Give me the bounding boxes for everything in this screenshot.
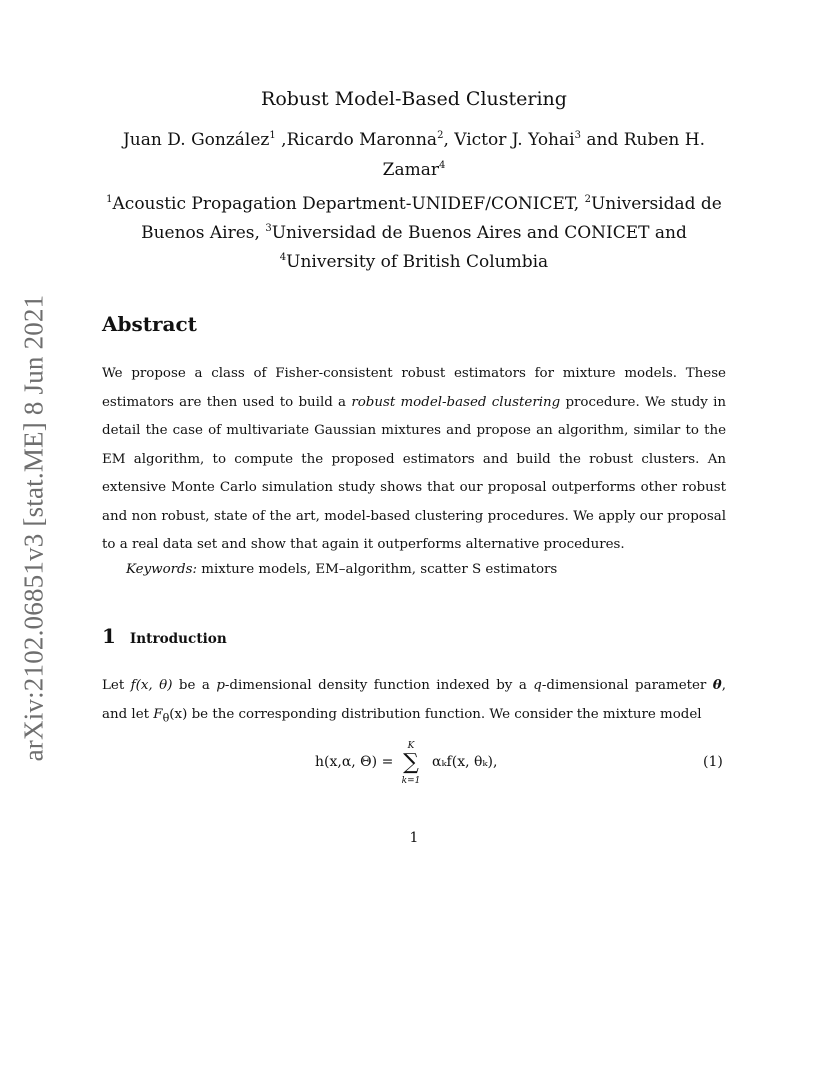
equation-rhs: αₖf(x, θₖ), [432, 754, 498, 770]
keywords-line [126, 560, 557, 580]
intro-text: -dimensional parameter [541, 678, 713, 693]
abstract-text: We propose a class of Fisher-consistent robust estimators for mixture models. These estimators are then used to build a [102, 366, 726, 410]
keywords-list: mixture models, EM–algorithm, scatter S estimators [197, 562, 558, 577]
sum-lower-limit: k=1 [401, 776, 421, 786]
affiliation-2: Universidad de Buenos Aires, [141, 194, 722, 243]
page-number: 1 [409, 830, 419, 846]
affil-mark: 3 [265, 223, 272, 234]
affil-mark: 4 [279, 252, 287, 263]
math-density: f(x, θ) [130, 678, 173, 693]
author-affil-mark: 4 [438, 160, 446, 171]
equation-number: (1) [703, 754, 723, 770]
math-F-arg: (x) [169, 706, 188, 722]
affil-mark: 2 [584, 194, 591, 205]
sigma-icon: ∑ [403, 750, 419, 775]
affiliation-4: University of British Columbia [286, 252, 549, 272]
math-theta: θ [712, 677, 722, 693]
author-affil-mark: 1 [269, 130, 276, 141]
equation-lhs: h(x,α, Θ) = [315, 754, 394, 770]
affiliation-1: Acoustic Propagation Department-UNIDEF/CONICET, [112, 194, 585, 214]
summation-symbol [396, 740, 426, 788]
intro-paragraph [102, 671, 726, 733]
affil-mark: 1 [106, 194, 113, 205]
paper-title: Robust Model-Based Clustering [261, 88, 567, 110]
intro-text: -dimensional density function indexed by a [224, 678, 534, 693]
equation-1 [0, 741, 828, 796]
abstract-heading: Abstract [102, 312, 197, 336]
affiliation-3: Universidad de Buenos Aires and CONICET and [271, 223, 687, 243]
author-yohai: , Victor J. Yohai [443, 130, 575, 150]
section-number: 1 [102, 624, 116, 648]
intro-text: be a [172, 678, 217, 693]
abstract-body [102, 360, 726, 560]
author-affil-mark: 2 [437, 130, 444, 141]
intro-text: , and let [102, 678, 726, 722]
author-maronna: ,Ricardo Maronna [275, 130, 438, 150]
author-list [100, 125, 728, 185]
arxiv-identifier[interactable]: arXiv:2102.06851v3 [stat.ME] 8 Jun 2021 [18, 294, 49, 762]
intro-text: Let [102, 678, 131, 693]
abstract-text: procedure. We study in detail the case of multivariate Gaussian mixtures and propose an algorithm, similar to the EM algorithm, to compute the proposed estimators and build the robust clusters. An extensive Monte Carlo simulation study shows that our proposal outperforms other robust and non robust, state of the art, model-based clustering procedures. We apply our proposal to a real data set and show that again it outperforms alternative procedures. [102, 394, 727, 552]
section-title: Introduction [129, 631, 227, 647]
author-affil-mark: 3 [574, 130, 581, 141]
math-F: F [153, 706, 163, 722]
abstract-emphasis: robust model-based clustering [351, 394, 561, 410]
math-q: q [533, 678, 542, 693]
section-heading [102, 624, 227, 648]
author-gonzalez: Juan D. González [122, 130, 270, 150]
keywords-label: Keywords: [126, 562, 198, 577]
sum-upper-limit: K [407, 741, 415, 751]
affiliation-list [96, 190, 732, 277]
intro-text: be the corresponding distribution function. We consider the mixture model [187, 706, 702, 722]
math-p: p [216, 678, 225, 693]
author-zamar: and Ruben H. Zamar [382, 130, 706, 180]
math-F-subscript: θ [162, 711, 170, 725]
